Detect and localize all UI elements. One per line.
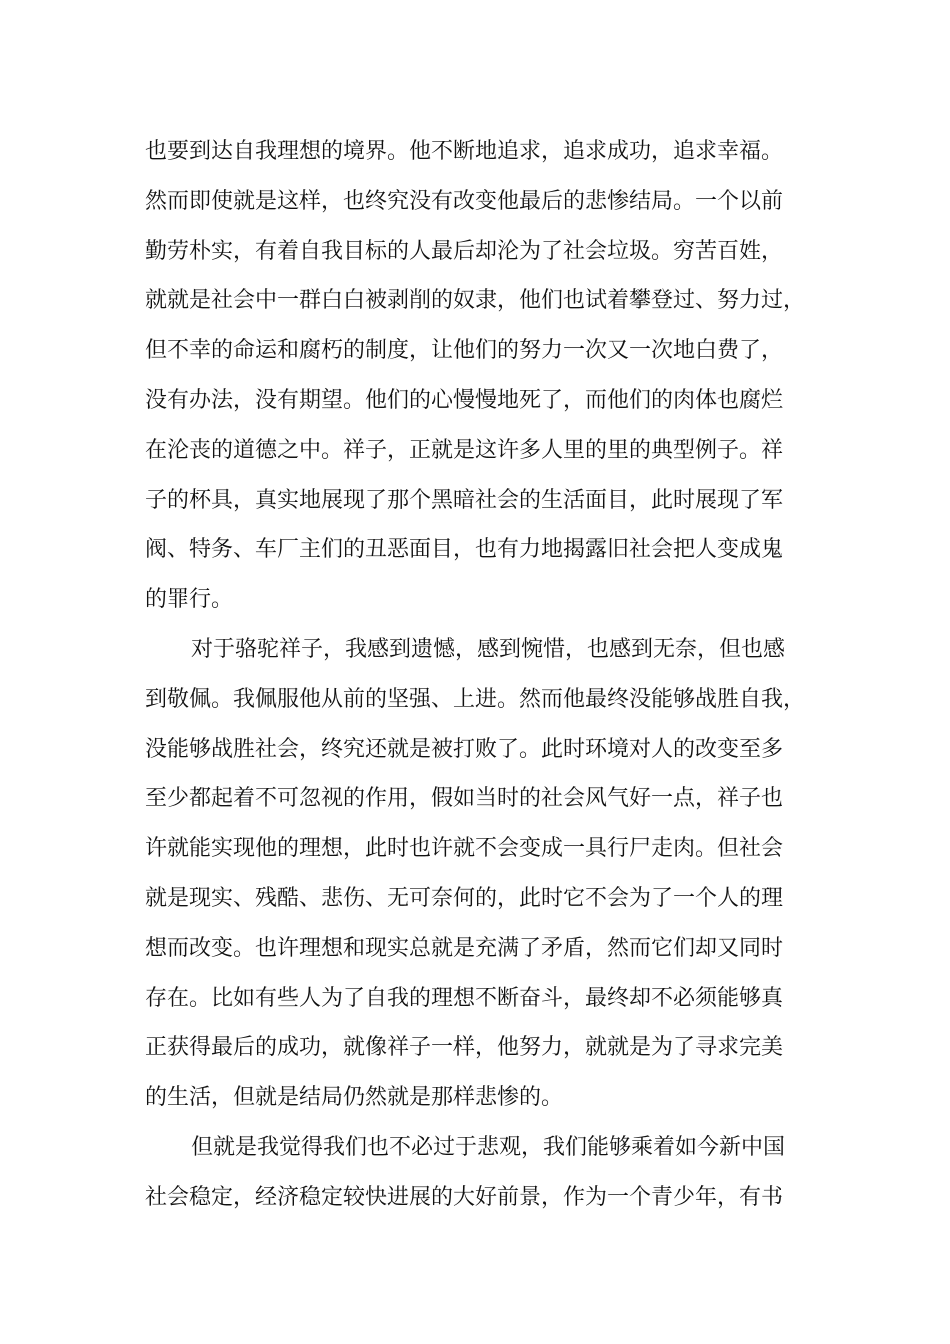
- text-line: 但就是我觉得我们也不必过于悲观，我们能够乘着如今新中国: [191, 1134, 786, 1160]
- text-line: 子的杯具，真实地展现了那个黑暗社会的生活面目，此时展现了军: [145, 487, 784, 513]
- text-line: 没有办法，没有期望。他们的心慢慢地死了，而他们的肉体也腐烂: [145, 387, 784, 413]
- text-line: 想而改变。也许理想和现实总就是充满了矛盾，然而它们却又同时: [145, 935, 784, 961]
- text-line: 对于骆驼祥子，我感到遗憾，感到惋惜，也感到无奈，但也感: [191, 636, 786, 662]
- text-line: 也要到达自我理想的境界。他不断地追求，追求成功，追求幸福。: [145, 139, 784, 164]
- text-line: 就是现实、残酷、悲伤、无可奈何的，此时它不会为了一个人的理: [145, 885, 784, 911]
- text-line: 正获得最后的成功，就像祥子一样，他努力，就就是为了寻求完美: [145, 1035, 784, 1061]
- text-line: 社会稳定，经济稳定较快进展的大好前景，作为一个青少年，有书: [145, 1184, 784, 1210]
- text-line: 然而即使就是这样，也终究没有改变他最后的悲惨结局。一个以前: [145, 188, 784, 214]
- text-line: 至少都起着不可忽视的作用，假如当时的社会风气好一点，祥子也: [145, 786, 784, 812]
- text-line: 存在。比如有些人为了自我的理想不断奋斗，最终却不必须能够真: [145, 985, 784, 1011]
- text-line: 在沦丧的道德之中。祥子，正就是这许多人里的里的典型例子。祥: [145, 437, 784, 463]
- text-line: 但不幸的命运和腐朽的制度，让他们的努力一次又一次地白费了，: [145, 338, 784, 364]
- text-line: 阀、特务、车厂主们的丑恶面目，也有力地揭露旧社会把人变成鬼: [145, 537, 784, 563]
- text-line: 的罪行。: [145, 587, 234, 613]
- text-line: 就就是社会中一群白白被剥削的奴隶，他们也试着攀登过、努力过，: [145, 288, 806, 314]
- body-text: [145, 127, 825, 1223]
- text-line: 到敬佩。我佩服他从前的坚强、上进。然而他最终没能够战胜自我，: [145, 686, 806, 712]
- text-line: 许就能实现他的理想，此时也许就不会变成一具行尸走肉。但社会: [145, 836, 784, 862]
- text-line: 勤劳朴实，有着自我目标的人最后却沦为了社会垃圾。穷苦百姓，: [145, 238, 784, 264]
- text-line: 的生活，但就是结局仍然就是那样悲惨的。: [145, 1085, 564, 1111]
- text-line: 没能够战胜社会，终究还就是被打败了。此时环境对人的改变至多: [145, 736, 784, 762]
